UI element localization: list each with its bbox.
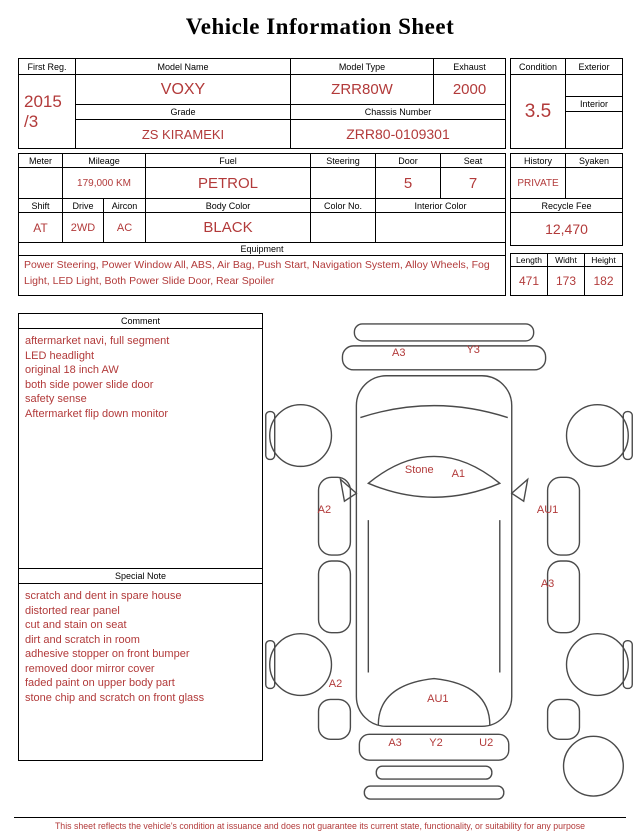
note-line: original 18 inch AW (25, 364, 119, 377)
note-line: LED headlight (25, 349, 95, 362)
door-label: Door (376, 154, 441, 168)
height-value: 182 (585, 267, 623, 296)
interior-label: Interior (566, 97, 623, 112)
seat-label: Seat (441, 154, 506, 168)
interior-color-value (376, 213, 506, 243)
chassis-value: ZRR80-0109301 (291, 120, 506, 149)
shift-label: Shift (19, 199, 63, 213)
damage-marker-y2: Y2 (429, 737, 443, 749)
equipment-value: Power Steering, Power Window All, ABS, Air Bag, Push Start, Navigation System, Alloy Wheels, Fog Light, LED Light, Both Power Slide Door, Rear Spoiler (19, 256, 506, 296)
note-line: dirt and scratch in room (25, 633, 140, 646)
shift-value: AT (19, 213, 63, 243)
exterior-label: Exterior (566, 59, 623, 75)
damage-marker-au1: AU1 (427, 693, 449, 706)
damage-marker-a2: A2 (317, 504, 332, 517)
note-line: scratch and dent in spare house (25, 590, 182, 602)
model-type-label: Model Type (291, 59, 434, 75)
door-value: 5 (376, 168, 441, 199)
damage-marker-au1: AU1 (536, 504, 559, 517)
damage-marker-stone: Stone (404, 463, 434, 476)
special-note-body (19, 584, 262, 710)
history-label: History (511, 154, 566, 168)
note-line: stone chip and scratch on front glass (25, 691, 205, 704)
condition-table (510, 58, 623, 149)
aircon-value: AC (104, 213, 146, 243)
note-line: Aftermarket flip down monitor (25, 407, 169, 420)
color-no-label: Color No. (311, 199, 376, 213)
model-name-label: Model Name (76, 59, 291, 75)
identity-table (18, 58, 506, 149)
dimensions-table (510, 253, 623, 296)
seat-value: 7 (441, 168, 506, 199)
history-value: PRIVATE (511, 168, 566, 199)
length-label: Length (511, 254, 548, 267)
comment-box (18, 313, 263, 569)
equipment-label: Equipment (19, 243, 506, 256)
height-label: Height (585, 254, 623, 267)
width-value: 173 (548, 267, 585, 296)
meter-value (19, 168, 63, 199)
fuel-label: Fuel (146, 154, 311, 168)
comment-header: Comment (19, 314, 262, 329)
drive-label: Drive (63, 199, 104, 213)
body-color-label: Body Color (146, 199, 311, 213)
disclaimer-footer: This sheet reflects the vehicle's condition at issuance and does not guarantee its current state, functionality, or suitability for any purpose (14, 817, 626, 831)
comment-body (19, 329, 262, 426)
first-reg-month: /3 (24, 111, 39, 131)
grade-value: ZS KIRAMEKI (76, 120, 291, 149)
width-label: Widht (548, 254, 585, 267)
note-line: faded paint on upper body part (25, 677, 175, 690)
condition-label: Condition (511, 59, 566, 75)
note-line: cut and stain on seat (25, 619, 127, 632)
mileage-value: 179,000 KM (63, 168, 146, 199)
first-reg-label: First Reg. (19, 59, 76, 75)
length-value: 471 (511, 267, 548, 296)
car-diagram (263, 316, 635, 804)
note-line: adhesive stopper on front bumper (25, 648, 190, 661)
model-name-value: VOXY (76, 75, 291, 105)
recycle-fee-value: 12,470 (511, 213, 623, 246)
first-reg-year: 2015 (24, 91, 62, 111)
meter-label: Meter (19, 154, 63, 168)
body-color-value: BLACK (146, 213, 311, 243)
aircon-label: Aircon (104, 199, 146, 213)
grade-label: Grade (76, 105, 291, 120)
note-line: both side power slide door (25, 378, 154, 391)
exterior-value (566, 75, 623, 97)
interior-color-label: Interior Color (376, 199, 506, 213)
exhaust-value: 2000 (434, 75, 506, 105)
special-note-header: Special Note (19, 569, 262, 584)
damage-marker-a3: A3 (540, 578, 555, 591)
history-table (510, 153, 623, 246)
recycle-fee-label: Recycle Fee (511, 199, 623, 213)
specs-table (18, 153, 506, 296)
page-title: Vehicle Information Sheet (185, 14, 455, 39)
interior-value (566, 112, 623, 149)
damage-marker-a3: A3 (388, 737, 402, 749)
damage-marker-a3: A3 (392, 346, 406, 359)
damage-marker-u2: U2 (479, 737, 494, 749)
damage-marker-a2: A2 (328, 678, 343, 691)
model-type-value: ZRR80W (291, 75, 434, 105)
syaken-value (566, 168, 623, 199)
note-line: removed door mirror cover (25, 662, 155, 675)
drive-value: 2WD (63, 213, 104, 243)
note-line: distorted rear panel (25, 604, 120, 617)
steering-value (311, 168, 376, 199)
damage-marker-a1: A1 (451, 467, 466, 480)
damage-marker-y3: Y3 (466, 344, 480, 357)
syaken-label: Syaken (566, 154, 623, 168)
steering-label: Steering (311, 154, 376, 168)
special-note-box (18, 568, 263, 761)
car-outline-drawing (263, 316, 635, 804)
mileage-label: Mileage (63, 154, 146, 168)
note-line: aftermarket navi, full segment (25, 335, 170, 347)
fuel-value: PETROL (146, 168, 311, 199)
condition-value: 3.5 (511, 75, 566, 149)
color-no-value (311, 213, 376, 243)
note-line: safety sense (25, 393, 87, 406)
first-reg-value (19, 75, 76, 149)
chassis-label: Chassis Number (291, 105, 506, 120)
exhaust-label: Exhaust (434, 59, 506, 75)
